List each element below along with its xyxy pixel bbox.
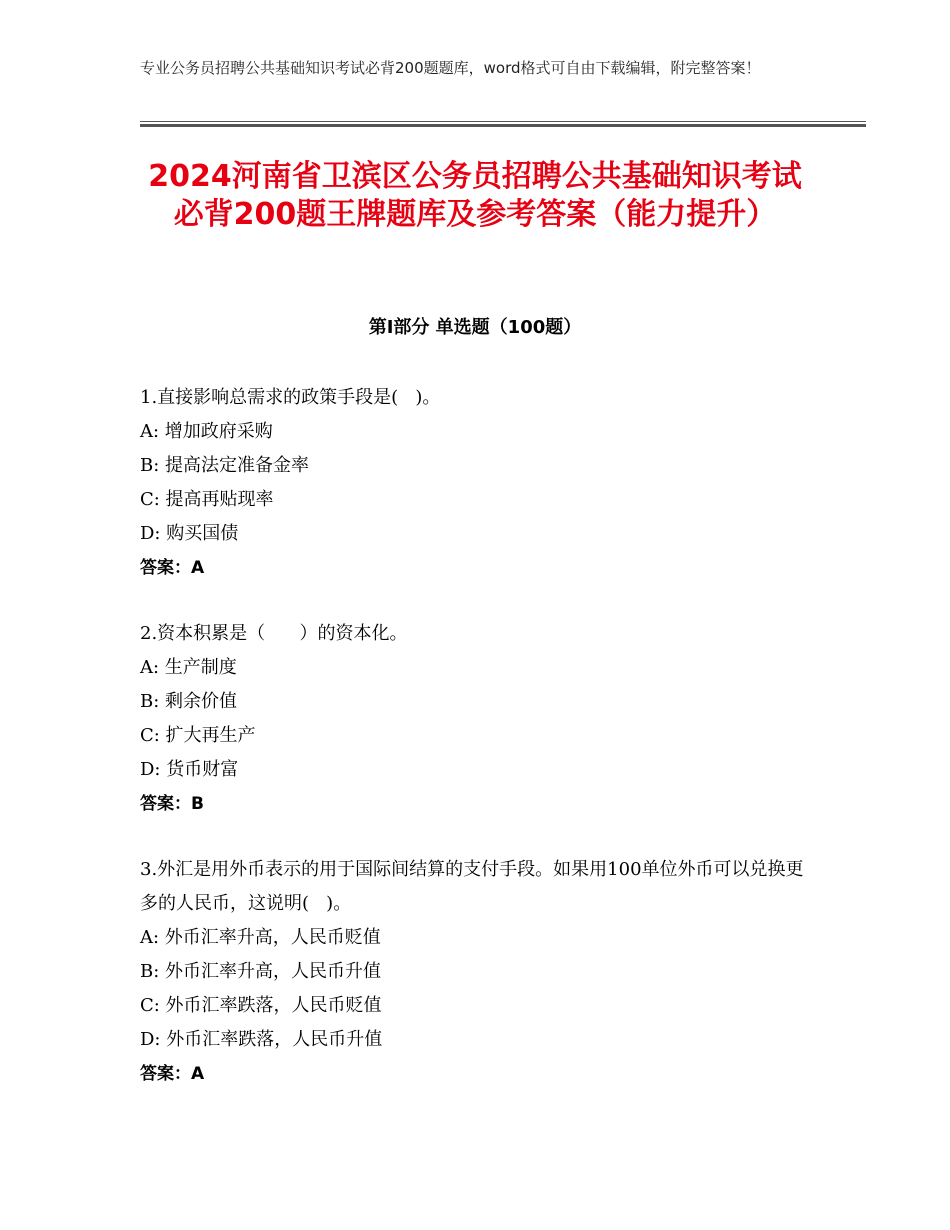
header-divider-thin	[140, 121, 866, 122]
option-b: B: 外币汇率升高，人民币升值	[140, 961, 382, 982]
header-note: 专业公务员招聘公共基础知识考试必背200题题库，word格式可自由下载编辑，附完整答案！	[140, 59, 761, 77]
answer: 答案：A	[140, 1064, 205, 1084]
question-2	[140, 617, 810, 821]
option-d: D: 购买国债	[140, 523, 239, 544]
question-stem: 2.资本积累是（ ）的资本化。	[140, 623, 408, 644]
header-divider	[140, 121, 866, 127]
question-1	[140, 381, 810, 585]
answer: 答案：A	[140, 558, 205, 578]
question-stem: 3.外汇是用外币表示的用于国际间结算的支付手段。如果用100单位外币可以兑换更多的人民币，这说明( )。	[140, 859, 804, 914]
option-a: A: 外币汇率升高，人民币贬值	[140, 927, 381, 948]
question-stem: 1.直接影响总需求的政策手段是( )。	[140, 387, 441, 408]
option-b: B: 剩余价值	[140, 691, 238, 712]
option-a: A: 生产制度	[140, 657, 237, 678]
section-heading: 第Ⅰ部分 单选题（100题）	[368, 317, 582, 338]
option-c: C: 扩大再生产	[140, 725, 256, 746]
question-3	[140, 853, 810, 1091]
answer: 答案：B	[140, 794, 204, 814]
option-d: D: 外币汇率跌落，人民币升值	[140, 1029, 383, 1050]
option-c: C: 提高再贴现率	[140, 489, 274, 510]
option-b: B: 提高法定准备金率	[140, 455, 310, 476]
document-title: 2024河南省卫滨区公务员招聘公共基础知识考试必背200题王牌题库及参考答案（能力提升）	[148, 159, 802, 232]
option-d: D: 货币财富	[140, 759, 239, 780]
option-c: C: 外币汇率跌落，人民币贬值	[140, 995, 382, 1016]
option-a: A: 增加政府采购	[140, 421, 273, 442]
question-list	[140, 381, 810, 1123]
header-divider-thick	[140, 124, 866, 127]
